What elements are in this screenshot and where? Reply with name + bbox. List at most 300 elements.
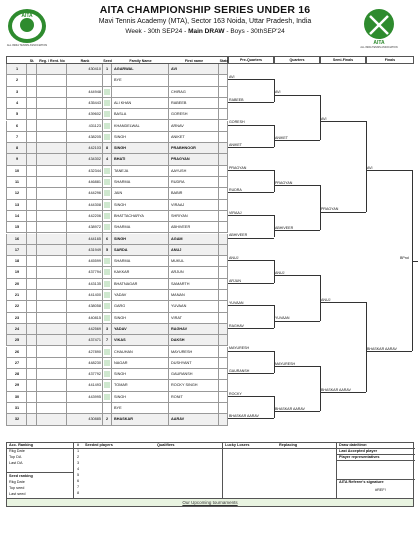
player-first-name — [169, 75, 219, 86]
seed-4: 4 — [77, 467, 80, 471]
col-reg: Reg. / Rent. No — [39, 59, 65, 63]
bracket-slot — [366, 351, 412, 352]
player-first-name: AAYUSH — [171, 168, 187, 173]
player-family-name: SHARMA — [114, 259, 131, 264]
winner-r3: AVI — [321, 117, 327, 121]
winner-r2: AVI — [275, 90, 281, 95]
week: Week - 30th SEP24 - — [125, 28, 187, 35]
table-row — [6, 347, 228, 358]
player-seed — [103, 121, 111, 132]
player-seed — [103, 403, 111, 414]
player-first-name: CHIRAG — [171, 89, 186, 94]
player-seed — [103, 313, 111, 324]
player-first-name: BABIR — [171, 191, 183, 196]
bracket-slot — [228, 102, 274, 103]
player-number: 27 — [14, 360, 20, 365]
player-family-name: SINGH — [114, 236, 127, 241]
player-first-name: SAMARTH — [171, 281, 190, 286]
qualifiers-label: Qualifiers — [157, 443, 175, 447]
player-reg-no: 444308 — [88, 202, 101, 207]
bracket-slot — [320, 302, 366, 303]
player-number: 9 — [15, 157, 19, 162]
column-divider — [102, 64, 103, 426]
player-seed: 1 — [105, 67, 109, 71]
rkg-date-label: Rkg Date — [9, 449, 25, 453]
player-seed: 2 — [105, 417, 109, 422]
player-number: 25 — [14, 338, 20, 343]
column-divider — [111, 64, 112, 426]
category: - Boys - 30thSEP'24 — [226, 28, 285, 35]
seeded-players-label: Seeded players — [85, 443, 113, 447]
table-row — [6, 211, 228, 222]
table-row — [6, 177, 228, 188]
table-row — [6, 234, 228, 245]
col-first: First name — [184, 59, 204, 63]
table-row — [6, 143, 228, 154]
player-seed — [103, 177, 111, 188]
player-number: 29 — [14, 383, 20, 388]
table-row — [6, 132, 228, 143]
winner-r2: ANUJ — [275, 271, 285, 276]
bracket-connector — [274, 79, 275, 102]
table-row — [6, 154, 228, 165]
player-seed — [103, 200, 111, 211]
player-family-name: YADAV — [114, 293, 127, 297]
player-first-name: ANIKET — [171, 134, 185, 139]
player-seed — [103, 369, 111, 380]
player-family-name: BASLA — [114, 112, 127, 117]
player-first-name: ARJUN — [171, 270, 184, 275]
bracket-slot — [228, 125, 274, 126]
player-seed: 5 — [105, 247, 109, 252]
table-row — [6, 279, 228, 290]
player-first-name: YUVAAN — [171, 304, 187, 309]
player-family-name: BYE — [114, 406, 122, 410]
bracket-slot — [366, 170, 412, 171]
table-row — [6, 245, 228, 256]
player-family-name: SINGH — [114, 315, 127, 320]
winner-r4: BHASKAR AARAV — [367, 347, 397, 351]
player-seed — [103, 358, 111, 369]
col-family: Family Name — [129, 59, 152, 63]
winner-r1: ABHIVEER — [229, 233, 248, 238]
rkg-date2-label: Rkg Date — [9, 480, 25, 484]
bracket-slot — [320, 212, 366, 213]
bracket-connector — [366, 121, 367, 211]
seed-1: 1 — [77, 449, 80, 453]
player-seed — [103, 279, 111, 290]
player-number: 4 — [15, 100, 19, 105]
player-first-name: RABEEB — [171, 100, 187, 105]
player-number: 30 — [14, 394, 20, 399]
player-number: 1 — [15, 67, 19, 71]
player-number: 12 — [14, 191, 20, 196]
winner-r3: ANUJ — [321, 297, 331, 302]
player-family-name — [112, 87, 167, 98]
table-row — [6, 121, 228, 132]
hash-label: # — [77, 443, 80, 447]
player-first-name: RUDRA — [171, 180, 185, 184]
event-title: AITA CHAMPIONSHIP SERIES UNDER 16 — [99, 4, 311, 16]
player-reg-no: 430885 — [88, 417, 101, 422]
table-row — [6, 109, 228, 120]
player-first-name: SHRIYAN — [171, 213, 188, 218]
bracket-slot — [274, 321, 320, 322]
table-row — [6, 200, 228, 211]
player-family-name: CHAUHAN — [114, 349, 133, 354]
col-finals: Finals — [366, 56, 414, 64]
player-reg-no: 444296 — [88, 191, 101, 196]
winner-r1: GAURANSH — [229, 368, 250, 373]
bracket-connector — [274, 170, 275, 193]
player-number: 6 — [15, 123, 19, 128]
bracket-slot — [228, 79, 274, 80]
table-row — [6, 75, 228, 86]
player-seed — [103, 256, 111, 267]
player-reg-no: 440815 — [88, 315, 101, 320]
player-reg-no: 430410 — [88, 67, 101, 71]
player-number: 20 — [14, 281, 20, 286]
player-seed — [103, 211, 111, 222]
table-row — [6, 392, 228, 403]
column-divider — [168, 64, 169, 426]
player-family-name: BHATI — [114, 157, 126, 162]
acc-ranking-label: Acc. Ranking — [9, 443, 34, 447]
player-family-name: SINGH — [114, 134, 127, 139]
bracket-connector — [320, 275, 321, 320]
seed-ranking-label: Seed ranking — [9, 474, 33, 478]
player-first-name: RONIT — [171, 394, 183, 399]
player-family-name: YADAV — [114, 326, 127, 331]
winner-r2: ABHIVEER — [275, 226, 294, 230]
table-row — [6, 414, 228, 425]
player-family-name: SINGH — [114, 372, 127, 377]
player-first-name: AARAV — [171, 417, 185, 422]
lucky-losers-label: Lucky Losers — [225, 443, 250, 447]
player-first-name: VIRAT — [171, 315, 182, 320]
bracket-connector — [320, 366, 321, 411]
player-family-name: BHATTACHARYA — [114, 213, 144, 218]
winner-r1: RUDRA — [229, 188, 242, 193]
player-reg-no: 438205 — [88, 134, 101, 139]
player-first-name: GAURANSH — [171, 372, 193, 377]
player-family-name: TANEJA — [114, 168, 129, 173]
col-pre-quarters: Pre-Quarters — [228, 56, 274, 64]
logo-right-sub: ALL INDIA TENNIS ASSOCIATION — [360, 46, 398, 48]
player-first-name: MUKUL — [171, 259, 185, 264]
player-first-name: PRABHNOOR — [171, 146, 196, 151]
table-row — [6, 98, 228, 109]
player-family-name: SHARMA — [114, 180, 131, 184]
bracket-slot — [228, 351, 274, 352]
bracket-connector — [320, 95, 321, 140]
column-divider — [26, 64, 27, 426]
table-row — [6, 267, 228, 278]
player-first-name: VIRAAJ — [171, 202, 185, 207]
player-seed — [103, 87, 111, 98]
logo-left-sub: ALL INDIA TENNIS ASSOCIATION — [6, 44, 48, 47]
bracket-slot — [274, 95, 320, 96]
table-row — [6, 256, 228, 267]
player-reps-label: Player representatives — [339, 455, 380, 459]
bracket-slot — [274, 411, 320, 412]
winner-r1: AVI — [229, 75, 235, 80]
player-number: 2 — [15, 78, 19, 83]
player-reg-no: 442103 — [88, 146, 101, 151]
player-first-name: ARNAV — [171, 123, 184, 128]
player-family-name: NAGAR — [114, 360, 128, 365]
player-number: 19 — [14, 270, 20, 275]
player-reg-no: 438972 — [88, 225, 101, 230]
winner-r1: RABEEB — [229, 97, 244, 102]
player-first-name: DUSHYANT — [171, 360, 192, 365]
player-family-name: VIKAS — [114, 338, 126, 343]
player-reg-no: 427890 — [88, 349, 101, 354]
player-seed — [103, 380, 111, 391]
winner-r1: ANIKET — [229, 142, 242, 147]
bracket-connector — [274, 260, 275, 283]
player-number: 13 — [14, 202, 20, 207]
winner-r2: PRAGYAN — [275, 180, 293, 185]
player-seed — [103, 75, 111, 86]
winner-r1: VIRAAJ — [229, 210, 242, 215]
col-seed: Seed — [103, 59, 112, 63]
player-family-name: BYE — [114, 78, 122, 83]
player-number: 3 — [15, 89, 19, 94]
bracket-slot — [228, 418, 274, 419]
player-seed — [103, 109, 111, 120]
player-first-name: DAKSH — [171, 338, 185, 343]
replacing-label: Replacing — [279, 443, 298, 447]
player-reg-no: 437471 — [88, 338, 101, 343]
player-family-name: BHASKAR — [114, 417, 133, 422]
table-row — [6, 222, 228, 233]
draw-date-label: Draw date/time: — [339, 443, 368, 447]
col-rank: Rank — [80, 59, 90, 63]
player-reg-no: 446881 — [88, 180, 101, 184]
table-row — [6, 290, 228, 301]
upcoming-tournaments-banner — [6, 498, 414, 507]
bracket-slot — [320, 121, 366, 122]
player-reg-no: 431123 — [88, 123, 101, 128]
bracket-slot — [274, 140, 320, 141]
col-semi-finals: Semi-Finals — [320, 56, 366, 64]
bracket-slot — [228, 238, 274, 239]
winner-r1: GORESH — [229, 120, 245, 125]
player-first-name: GORESH — [171, 112, 188, 117]
player-first-name: RAGHAV — [171, 326, 188, 331]
player-reg-no: 445599 — [88, 259, 101, 264]
bracket-slot — [274, 185, 320, 186]
winner-r1: ROCKY — [229, 391, 242, 396]
player-first-name: AVI — [171, 67, 178, 71]
table-row — [6, 313, 228, 324]
winner-r2: BHASKAR AARAV — [275, 406, 305, 411]
player-number: 7 — [15, 134, 19, 139]
player-reg-no: 444948 — [88, 89, 101, 94]
table-row — [6, 335, 228, 346]
player-number: 32 — [14, 417, 20, 422]
player-number: 10 — [14, 168, 20, 173]
player-seed — [103, 301, 111, 312]
player-family-name: TOMAR — [114, 383, 128, 388]
table-row — [6, 188, 228, 199]
table-row — [6, 358, 228, 369]
winner-r3: BHASKAR AARAV — [321, 388, 351, 393]
player-first-name: ROCKY SINGH — [171, 383, 198, 388]
bracket-slot — [228, 170, 274, 171]
winner-r4: AVI — [367, 166, 373, 171]
player-family-name: SINGH — [114, 146, 127, 151]
player-number: 16 — [14, 236, 20, 241]
champion-slot — [412, 261, 418, 262]
ref-number: #REF! — [375, 488, 386, 492]
player-first-name: MANAN — [171, 293, 185, 297]
player-seed — [103, 267, 111, 278]
seed-7: 7 — [77, 485, 80, 489]
table-row — [6, 166, 228, 177]
player-family-name: KHANDELWAL — [114, 123, 140, 128]
last-seed-label: Last seed — [9, 492, 26, 496]
bracket-slot — [228, 396, 274, 397]
player-seed — [103, 347, 111, 358]
player-family-name: BHATNAGAR — [114, 281, 138, 286]
player-family-name: ALI KHAN — [114, 100, 132, 105]
player-number: 22 — [14, 304, 20, 309]
player-seed: 7 — [105, 338, 109, 343]
player-reg-no: 435443 — [88, 100, 101, 105]
player-number: 26 — [14, 349, 20, 354]
player-reg-no: 443135 — [88, 281, 101, 286]
col-st: St. — [29, 59, 35, 63]
player-seed: 3 — [105, 326, 109, 331]
player-reg-no — [67, 75, 103, 86]
player-number: 14 — [14, 213, 20, 218]
col-state: State — [219, 59, 229, 63]
draw-type: Main DRAW — [188, 28, 225, 35]
bracket-slot — [228, 373, 274, 374]
player-reg-no: 432344 — [88, 168, 101, 173]
bracket-connector — [274, 305, 275, 328]
logo-right-text: AITA — [373, 40, 385, 46]
bracket-slot — [228, 260, 274, 261]
bracket-connector — [274, 215, 275, 238]
player-seed: 8 — [105, 146, 109, 151]
winner-r1: PRAGYAN — [229, 165, 247, 170]
last-da-label: Last DA — [9, 461, 23, 465]
last-accepted-label: Last Accepted player — [339, 449, 378, 453]
player-reg-no: 434302 — [88, 157, 101, 162]
table-row — [6, 324, 228, 335]
bracket-slot — [228, 283, 274, 284]
winner-r3: PRAGYAN — [321, 207, 339, 212]
column-divider — [218, 64, 219, 426]
table-row — [6, 87, 228, 98]
player-number: 28 — [14, 372, 20, 377]
player-seed: 6 — [105, 236, 109, 241]
table-row — [6, 380, 228, 391]
player-reg-no: 443995 — [88, 394, 101, 399]
venue: Mavi Tennis Academy (MTA), Sector 163 Noida, Uttar Pradesh, India — [98, 18, 312, 25]
player-reg-no: 444165 — [88, 236, 101, 241]
player-reg-no: 439602 — [88, 112, 101, 117]
player-family-name: SHARMA — [114, 225, 131, 230]
player-reg-no: 437792 — [88, 372, 101, 377]
winner-r1: RAGHAV — [229, 323, 244, 328]
player-family-name: SINGH — [114, 394, 127, 399]
winner-r1: MAYURESH — [229, 346, 250, 351]
player-family-name: SARDA — [114, 247, 128, 252]
player-number: 23 — [14, 315, 20, 320]
player-seed — [103, 166, 111, 177]
table-header — [6, 56, 228, 64]
player-reg-no: 442206 — [88, 213, 101, 218]
winner-r2: MAYURESH — [275, 361, 296, 366]
player-number: 5 — [15, 112, 19, 117]
player-reg-no: 441493 — [88, 383, 101, 388]
player-reg-no: 442569 — [88, 326, 101, 331]
top-da-label: Top DA — [9, 455, 22, 459]
seed-2: 2 — [77, 455, 80, 459]
player-reg-no: 438058 — [88, 304, 101, 309]
player-seed — [103, 188, 111, 199]
bracket-slot — [228, 192, 274, 193]
player-family-name: GARG — [114, 304, 126, 309]
bracket-connector — [320, 185, 321, 230]
bracket-slot — [228, 328, 274, 329]
player-first-name: PRAGYAN — [171, 157, 190, 162]
table-row — [6, 301, 228, 312]
player-number: 11 — [14, 180, 19, 184]
table-row — [6, 369, 228, 380]
player-reg-no: 441400 — [88, 293, 101, 297]
player-seed — [103, 222, 111, 233]
upcoming-tournaments-link[interactable]: Our Upcoming tournaments — [182, 500, 238, 505]
player-family-name: SINGH — [114, 202, 127, 207]
player-seed — [103, 132, 111, 143]
column-divider — [66, 64, 67, 426]
top-seed-label: Top seed — [9, 486, 25, 490]
player-reg-no — [67, 403, 103, 414]
table-row — [6, 403, 228, 414]
seed-5: 5 — [77, 473, 80, 477]
bracket-connector — [274, 351, 275, 374]
bracket-slot — [228, 215, 274, 216]
champion-name: BPnd — [400, 256, 409, 261]
seed-3: 3 — [77, 461, 80, 465]
player-first-name: ABHIVEER — [171, 225, 191, 230]
bracket-connector — [366, 302, 367, 392]
bracket-connector — [274, 125, 275, 148]
winner-r2: ANIKET — [275, 135, 288, 140]
player-seed — [103, 98, 111, 109]
player-seed — [103, 392, 111, 403]
table-row — [6, 64, 228, 75]
bracket-slot — [274, 230, 320, 231]
winner-r1: BHASKAR AARAV — [229, 414, 259, 419]
player-number: 21 — [14, 293, 20, 297]
player-seed — [103, 290, 111, 301]
player-family-name: JAIN — [114, 191, 123, 196]
player-number: 15 — [14, 225, 20, 230]
winner-r1: YUVAAN — [229, 301, 244, 306]
player-family-name: AGARWAL — [114, 67, 134, 71]
bracket-connector — [274, 396, 275, 419]
seed-8: 8 — [77, 491, 80, 495]
bracket-slot — [320, 392, 366, 393]
bracket-slot — [274, 275, 320, 276]
player-first-name: ANUJ — [171, 247, 182, 252]
